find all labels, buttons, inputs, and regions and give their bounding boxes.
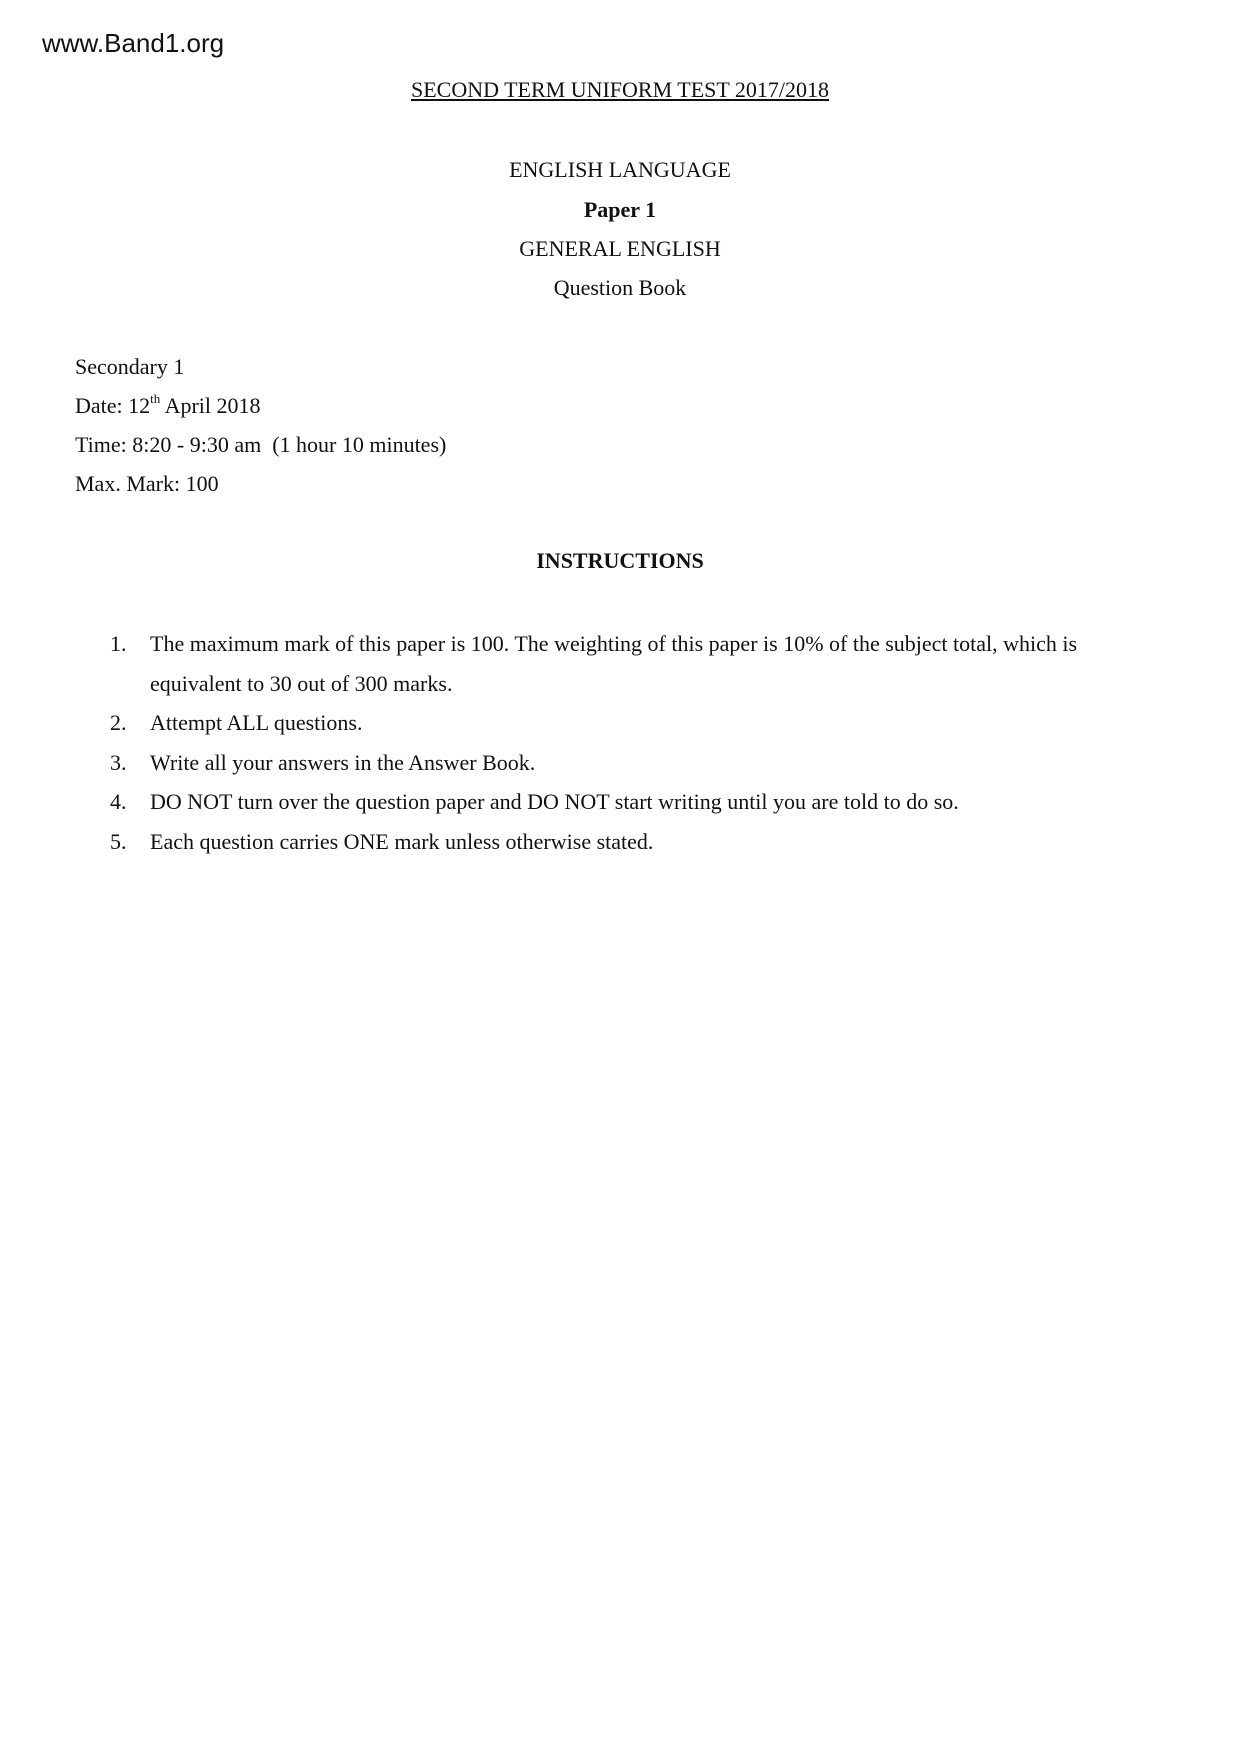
instructions-heading: INSTRUCTIONS <box>536 548 704 573</box>
meta-date-rest: April 2018 <box>160 393 261 418</box>
meta-date-suffix: th <box>150 390 161 406</box>
subject-title: ENGLISH LANGUAGE <box>509 157 731 182</box>
instruction-item <box>110 743 1140 783</box>
instructions-list <box>110 624 1140 861</box>
book-type: Question Book <box>553 275 687 300</box>
site-watermark: www.Band1.org <box>42 28 225 58</box>
instruction-item <box>110 624 1140 703</box>
test-title: SECOND TERM UNIFORM TEST 2017/2018 <box>410 77 830 102</box>
instruction-number: 2. <box>110 710 127 735</box>
instruction-number: 3. <box>110 749 127 775</box>
instruction-number: 1. <box>110 631 127 656</box>
instruction-item <box>110 782 1140 822</box>
paper-name: GENERAL ENGLISH <box>519 236 721 261</box>
instruction-text: DO NOT turn over the question paper and DO NOT start writing until you are told to do so. <box>150 789 959 814</box>
instruction-text: Attempt ALL questions. <box>150 710 363 735</box>
meta-level: Secondary 1 <box>75 354 185 379</box>
instruction-number: 4. <box>110 789 127 814</box>
meta-date-label: Date: 12 <box>75 393 151 418</box>
instruction-item <box>110 703 1140 743</box>
meta-max-mark: Max. Mark: 100 <box>75 471 219 496</box>
instruction-item <box>110 822 1140 862</box>
paper-number: Paper 1 <box>583 197 657 222</box>
instruction-number: 5. <box>110 828 127 854</box>
instruction-text: Each question carries ONE mark unless otherwise stated. <box>150 828 654 854</box>
instruction-text: The maximum mark of this paper is 100. The weighting of this paper is 10% of the subject total, which is equivalent to 30 out of 300 marks. <box>150 631 1078 696</box>
meta-time: Time: 8:20 - 9:30 am (1 hour 10 minutes) <box>75 432 447 457</box>
meta-date <box>75 391 261 421</box>
instruction-text: Write all your answers in the Answer Book. <box>150 749 536 775</box>
